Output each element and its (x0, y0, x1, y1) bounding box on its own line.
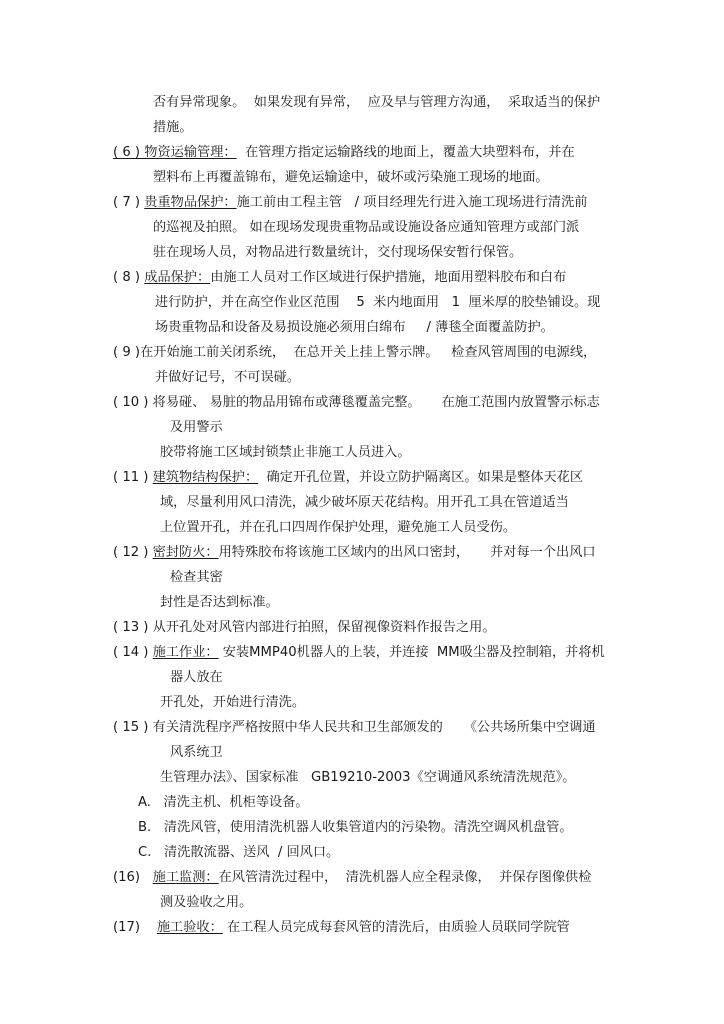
text-line: 否有异常现象。 如果发现有异常， 应及早与管理方沟通， 采取适当的保护 (153, 95, 601, 110)
item-16-number: (16) (113, 870, 153, 885)
item-16-heading: 施工监测： (152, 870, 219, 885)
item-10: ( 10 ) 将易碰、 易脏的物品用锦布或薄毯覆盖完整。 在施工范围内放置警示标志 (113, 395, 600, 410)
item-7 (113, 194, 587, 212)
item-13: ( 13 ) 从开孔处对风管内部进行拍照，保留视像资料作报告之用。 (113, 620, 496, 635)
text-line: 上位置开孔，并在孔口四周作保护处理，避免施工人员受伤。 (160, 520, 517, 535)
item-7-text: 施工前由工程主管 / 项目经理先行进入施工现场进行清洗前 (236, 195, 588, 210)
item-8-heading: 成品保护： (144, 270, 211, 285)
text-line: 塑料布上再覆盖锦布，避免运输途中，破坏或污染施工现场的地面。 (153, 170, 549, 185)
text-line: 开孔处，开始进行清洗。 (160, 695, 306, 710)
sub-item-a: A. 清洗主机、机柜等设备。 (138, 795, 309, 810)
text-line: 并做好记号，不可误碰。 (155, 370, 301, 385)
item-12-text: 用特殊胶布将该施工区域内的出风口密封， 并对每一个出风口 (218, 545, 596, 560)
item-14-heading: 施工作业： (152, 645, 219, 660)
item-8 (113, 269, 566, 287)
sub-item-c: C. 清洗散流器、送风 / 回风口。 (138, 845, 340, 860)
item-16 (113, 869, 591, 887)
item-17 (113, 919, 570, 937)
item-8-text: 由施工人员对工作区域进行保护措施，地面用塑料胶布和白布 (210, 270, 567, 285)
text-line: 风系统卫 (170, 745, 223, 760)
text-line: 封性是否达到标准。 (160, 595, 279, 610)
item-7-heading: 贵重物品保护： (144, 195, 237, 210)
sub-item-b: B. 清洗风管，使用清洗机器人收集管道内的污染物。清洗空调风机盘管。 (138, 820, 573, 835)
text-line: 驻在现场人员，对物品进行数量统计，交付现场保安暂行保管。 (153, 245, 523, 260)
item-14-text: 安装MMP40机器人的上装，并连接 MM吸尘器及控制箱，并将机 (218, 645, 605, 660)
item-14-number: ( 14 ) (113, 645, 153, 660)
item-11 (113, 469, 583, 487)
text-line: 检查其密 (170, 570, 223, 585)
item-17-heading: 施工验收： (156, 920, 223, 935)
item-7-number: ( 7 ) (113, 195, 145, 210)
item-12-number: ( 12 ) (113, 545, 153, 560)
item-8-number: ( 8 ) (113, 270, 145, 285)
item-14 (113, 644, 605, 662)
text-line: 域，尽量利用风口清洗，减少破坏原天花结构。用开孔工具在管道适当 (160, 495, 569, 510)
item-11-number: ( 11 ) (113, 470, 153, 485)
text-line: 措施。 (153, 120, 193, 135)
text-line: 进行防护，并在高空作业区范围 5 米内地面用 1 厘米厚的胶垫铺设。现 (155, 295, 601, 310)
item-9: ( 9 )在开始施工前关闭系统， 在总开关上挂上警示牌。 检查风管周围的电源线， (113, 345, 597, 360)
item-16-text: 在风管清洗过程中， 清洗机器人应全程录像， 并保存图像供检 (218, 870, 592, 885)
item-15: ( 15 ) 有关清洗程序严格按照中华人民共和卫生部颁发的 《公共场所集中空调通 (113, 720, 596, 735)
text-line: 器人放在 (170, 670, 223, 685)
item-6 (113, 144, 575, 162)
text-line: 及用警示 (170, 420, 223, 435)
item-11-text: 确定开孔位置，并设立防护隔离区。如果是整体天花区 (258, 470, 584, 485)
text-line: 测及验收之用。 (160, 895, 253, 910)
item-6-heading: ( 6 ) 物资运输管理： (113, 145, 237, 160)
item-17-text: 在工程人员完成每套风管的清洗后，由质验人员联同学院管 (222, 920, 570, 935)
item-12 (113, 544, 596, 562)
text-line: 场贵重物品和设备及易损设施必须用白绵布 / 薄毯全面覆盖防护。 (155, 320, 554, 335)
text-line: 的巡视及拍照。 如在现场发现贵重物品或设施设备应通知管理方或部门派 (153, 220, 580, 235)
item-11-heading: 建筑物结构保护： (152, 470, 259, 485)
item-12-heading: 密封防火： (152, 545, 219, 560)
text-line: 胶带将施工区域封锁禁止非施工人员进入。 (160, 445, 411, 460)
item-6-text: 在管理方指定运输路线的地面上，覆盖大块塑料布，并在 (236, 145, 575, 160)
item-17-number: (17) (113, 920, 157, 935)
text-line: 生管理办法》、国家标准 GB19210-2003《空调通风系统清洗规范》。 (160, 770, 576, 785)
